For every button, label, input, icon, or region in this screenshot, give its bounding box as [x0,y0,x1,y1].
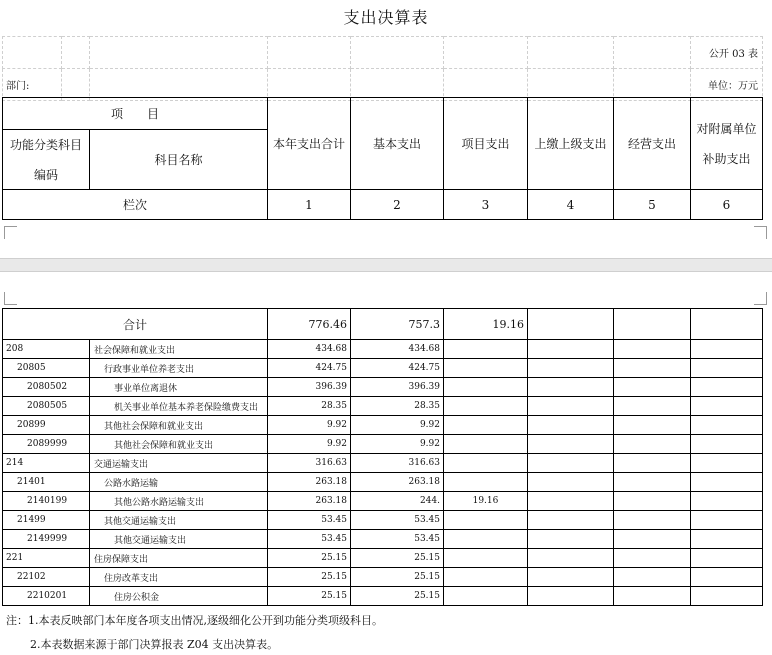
table-row [3,454,763,473]
expenditure-table [2,308,763,606]
row-project [444,511,528,530]
total-label: 合计 [3,309,268,340]
row-upper [528,549,614,568]
row-name: 其他交通运输支出 [90,530,268,549]
row-subsidy [691,397,763,416]
row-business [614,340,691,359]
row-business [614,473,691,492]
row-name: 住房保障支出 [90,549,268,568]
total-upper [528,309,614,340]
page-bottom-margin [0,222,772,258]
row-subsidy [691,378,763,397]
row-total: 53.45 [268,511,351,530]
header-grid [2,36,763,101]
row-name: 其他公路水路运输支出 [90,492,268,511]
row-upper [528,454,614,473]
row-business [614,416,691,435]
row-project [444,549,528,568]
row-subsidy [691,492,763,511]
row-index-label: 栏次 [3,190,268,220]
row-subsidy [691,587,763,606]
row-total: 424.75 [268,359,351,378]
row-total: 25.15 [268,549,351,568]
table-row [3,587,763,606]
row-upper [528,340,614,359]
row-name: 其他社会保障和就业支出 [90,416,268,435]
row-business [614,359,691,378]
row-code: 2080502 [3,378,90,397]
row-total: 9.92 [268,416,351,435]
idx-3: 3 [444,190,528,220]
row-code: 22102 [3,568,90,587]
row-subsidy [691,473,763,492]
idx-2: 2 [351,190,444,220]
row-project [444,587,528,606]
row-name: 行政事业单位养老支出 [90,359,268,378]
row-business [614,511,691,530]
row-basic: 53.45 [351,530,444,549]
note-1: 注：1.本表反映部门本年度各项支出情况,逐级细化公开到功能分类项级科目。 [6,614,383,627]
row-upper [528,378,614,397]
dept-label: 部门: [3,69,62,101]
row-basic: 244. [351,492,444,511]
row-upper [528,435,614,454]
page-break [0,258,772,272]
row-total: 25.15 [268,587,351,606]
table-row [3,492,763,511]
row-code: 2080505 [3,397,90,416]
row-basic: 396.39 [351,378,444,397]
row-code: 221 [3,549,90,568]
row-total: 53.45 [268,530,351,549]
col-subsidy-line2: 补助支出 [702,151,751,166]
unit-label: 单位：万元 [691,69,763,101]
row-total: 25.15 [268,568,351,587]
table-row [3,416,763,435]
row-code: 2140199 [3,492,90,511]
row-subsidy [691,530,763,549]
table-row [3,530,763,549]
row-project [444,568,528,587]
row-upper [528,492,614,511]
row-total: 316.63 [268,454,351,473]
row-code: 2210201 [3,587,90,606]
col-business-header: 经营支出 [614,98,691,190]
row-subsidy [691,568,763,587]
row-upper [528,511,614,530]
row-upper [528,530,614,549]
row-basic: 25.15 [351,568,444,587]
row-project [444,359,528,378]
row-name: 事业单位离退休 [90,378,268,397]
col-project-header: 项目支出 [444,98,528,190]
row-upper [528,397,614,416]
row-basic: 9.92 [351,416,444,435]
row-upper [528,473,614,492]
row-code: 20805 [3,359,90,378]
row-upper [528,568,614,587]
row-upper [528,587,614,606]
table-row [3,378,763,397]
col-subsidy-header [691,98,763,190]
row-total: 9.92 [268,435,351,454]
table-code: 公开 03 表 [691,37,763,69]
row-project: 19.16 [444,492,528,511]
total-sum: 776.46 [268,309,351,340]
total-basic: 757.3 [351,309,444,340]
row-basic: 424.75 [351,359,444,378]
table-row [3,549,763,568]
total-subsidy [691,309,763,340]
col-total-header: 本年支出合计 [268,98,351,190]
row-subsidy [691,511,763,530]
table-row [3,435,763,454]
row-project [444,397,528,416]
row-business [614,587,691,606]
col-subsidy-line1: 对附属单位 [696,121,757,136]
row-business [614,530,691,549]
margin-mark [754,292,767,305]
row-project [444,454,528,473]
row-project [444,435,528,454]
row-code: 2089999 [3,435,90,454]
margin-mark [4,292,17,305]
idx-1: 1 [268,190,351,220]
row-business [614,378,691,397]
row-project [444,530,528,549]
item-header: 项 目 [3,98,268,130]
row-business [614,568,691,587]
row-basic: 316.63 [351,454,444,473]
table-row [3,473,763,492]
row-total: 263.18 [268,492,351,511]
row-project [444,340,528,359]
row-subsidy [691,454,763,473]
total-row [3,309,763,340]
total-project: 19.16 [444,309,528,340]
row-code: 208 [3,340,90,359]
col-upper-header: 上缴上级支出 [528,98,614,190]
row-upper [528,416,614,435]
row-total: 28.35 [268,397,351,416]
row-subsidy [691,416,763,435]
row-total: 434.68 [268,340,351,359]
note-2: 2.本表数据来源于部门决算报表 Z04 支出决算表。 [30,638,279,651]
row-name: 其他社会保障和就业支出 [90,435,268,454]
row-basic: 25.15 [351,587,444,606]
row-code: 2149999 [3,530,90,549]
page-title: 支出决算表 [343,8,429,27]
row-code: 214 [3,454,90,473]
margin-mark [754,226,767,239]
subject-name-header: 科目名称 [90,130,268,190]
row-name: 公路水路运输 [90,473,268,492]
func-code-line2: 编码 [33,167,58,182]
row-basic: 25.15 [351,549,444,568]
func-code-header [3,130,90,190]
row-business [614,492,691,511]
row-subsidy [691,340,763,359]
col-basic-header: 基本支出 [351,98,444,190]
row-basic: 263.18 [351,473,444,492]
row-business [614,454,691,473]
table-row [3,568,763,587]
row-basic: 434.68 [351,340,444,359]
idx-4: 4 [528,190,614,220]
table-row [3,511,763,530]
func-code-line1: 功能分类科目 [9,137,82,152]
row-name: 机关事业单位基本养老保险缴费支出 [90,397,268,416]
header-table [2,97,763,220]
table-row [3,397,763,416]
row-project [444,416,528,435]
row-subsidy [691,435,763,454]
row-total: 396.39 [268,378,351,397]
row-name: 住房公积金 [90,587,268,606]
row-business [614,435,691,454]
row-name: 交通运输支出 [90,454,268,473]
row-subsidy [691,359,763,378]
row-name: 住房改革支出 [90,568,268,587]
row-code: 20899 [3,416,90,435]
row-basic: 28.35 [351,397,444,416]
row-subsidy [691,549,763,568]
row-code: 21401 [3,473,90,492]
row-business [614,549,691,568]
row-name: 社会保障和就业支出 [90,340,268,359]
idx-5: 5 [614,190,691,220]
row-total: 263.18 [268,473,351,492]
total-business [614,309,691,340]
row-code: 21499 [3,511,90,530]
idx-6: 6 [691,190,763,220]
row-project [444,378,528,397]
row-project [444,473,528,492]
row-basic: 9.92 [351,435,444,454]
table-row [3,340,763,359]
margin-mark [4,226,17,239]
row-business [614,397,691,416]
table-row [3,359,763,378]
row-name: 其他交通运输支出 [90,511,268,530]
row-basic: 53.45 [351,511,444,530]
row-upper [528,359,614,378]
